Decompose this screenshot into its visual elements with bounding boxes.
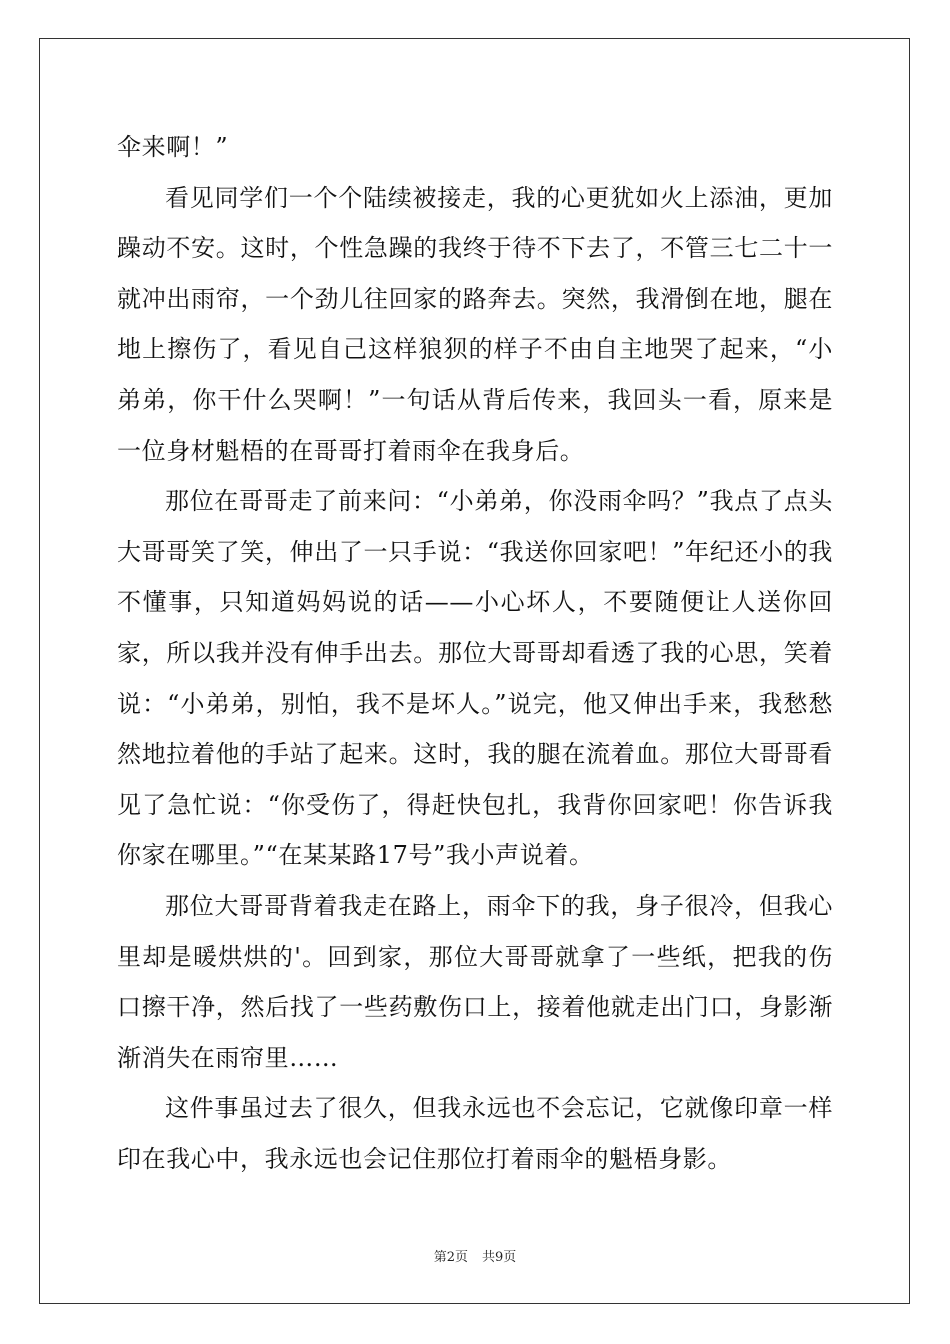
page-number: 第2页	[433, 1250, 468, 1265]
page-total: 共9页	[482, 1250, 517, 1265]
paragraph-3: 那位在哥哥走了前来问：“小弟弟，你没雨伞吗？”我点了点头大哥哥笑了笑，伸出了一只手说：“我送你回家吧！”年纪还小的我不懂事，只知道妈妈说的话——小心坏人，不要随便让人送你回家，所以我并没有伸手出去。那位大哥哥却看透了我的心思，笑着说：“小弟弟，别怕，我不是坏人。”说完，他又伸出手来，我愁愁然地拉着他的手站了起来。这时，我的腿在流着血。那位大哥哥看见了急忙说：“你受伤了，得赶快包扎，我背你回家吧！你告诉我你家在哪里。”“在某某路17号”我小声说着。	[117, 487, 833, 870]
paragraph-1: 伞来啊！”	[117, 133, 229, 161]
paragraph-4: 那位大哥哥背着我走在路上，雨伞下的我，身子很冷，但我心里却是暖烘烘的'。回到家，那位大哥哥就拿了一些纸，把我的伤口擦干净，然后找了一些药敷伤口上，接着他就走出门口，身影渐渐消失在雨帘里……	[117, 891, 833, 1072]
paragraph-5: 这件事虽过去了很久，但我永远也不会忘记，它就像印章一样印在我心中，我永远也会记住那位打着雨伞的魁梧身影。	[117, 1094, 833, 1173]
page-footer	[0, 1246, 950, 1265]
paragraph-2: 看见同学们一个个陆续被接走，我的心更犹如火上添油，更加躁动不安。这时，个性急躁的我终于待不下去了，不管三七二十一就冲出雨帘，一个劲儿往回家的路奔去。突然，我滑倒在地，腿在地上擦伤了，看见自己这样狼狈的样子不由自主地哭了起来，“小弟弟，你干什么哭啊！”一句话从背后传来，我回头一看，原来是一位身材魁梧的在哥哥打着雨伞在我身后。	[117, 183, 833, 465]
document-body	[117, 122, 833, 1184]
